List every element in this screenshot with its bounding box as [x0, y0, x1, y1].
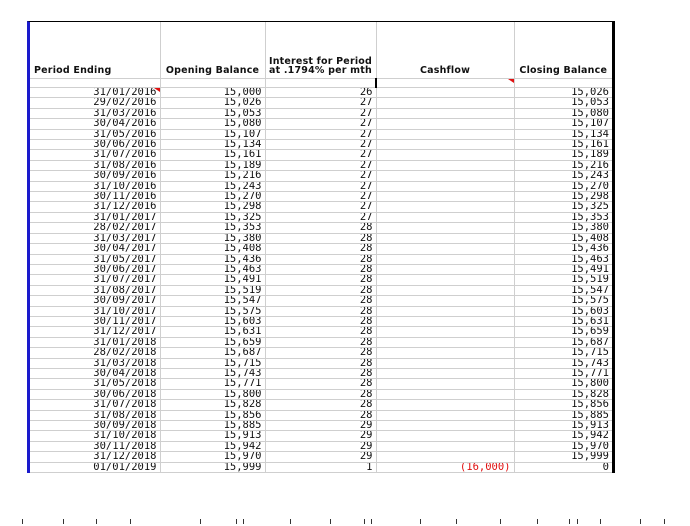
- date-cell[interactable]: 31/12/2018: [30, 452, 160, 462]
- opening-balance-cell[interactable]: 15,380: [160, 233, 265, 243]
- interest-cell[interactable]: 1: [265, 462, 376, 472]
- opening-balance-cell[interactable]: 15,856: [160, 410, 265, 420]
- cashflow-cell[interactable]: [376, 316, 514, 326]
- table-row: [30, 129, 612, 139]
- cashflow-cell[interactable]: [376, 431, 514, 441]
- date-cell[interactable]: 30/04/2018: [30, 368, 160, 378]
- date-cell[interactable]: 30/09/2017: [30, 296, 160, 306]
- closing-balance-cell[interactable]: 15,743: [514, 358, 612, 368]
- opening-balance-cell[interactable]: 15,970: [160, 452, 265, 462]
- table-row: [30, 327, 612, 337]
- glyph-fragment: [640, 519, 641, 524]
- opening-balance-cell[interactable]: 15,270: [160, 192, 265, 202]
- opening-balance-cell[interactable]: 15,687: [160, 348, 265, 358]
- closing-balance-cell[interactable]: 15,856: [514, 400, 612, 410]
- cashflow-cell[interactable]: [376, 400, 514, 410]
- interest-cell[interactable]: 28: [265, 275, 376, 285]
- table-row: [30, 150, 612, 160]
- cashflow-cell[interactable]: [376, 192, 514, 202]
- closing-balance-cell[interactable]: 0: [514, 462, 612, 472]
- closing-balance-cell[interactable]: 15,380: [514, 223, 612, 233]
- table-row: [30, 223, 612, 233]
- interest-cell[interactable]: 28: [265, 223, 376, 233]
- table-row: [30, 452, 612, 462]
- table-row: [30, 160, 612, 170]
- date-cell[interactable]: 31/10/2018: [30, 431, 160, 441]
- opening-balance-cell[interactable]: 15,298: [160, 202, 265, 212]
- glyph-fragment: [236, 519, 237, 524]
- closing-balance-cell[interactable]: 15,053: [514, 98, 612, 108]
- glyph-fragment: [569, 519, 570, 524]
- interest-cell[interactable]: 29: [265, 431, 376, 441]
- opening-balance-cell[interactable]: 15,828: [160, 400, 265, 410]
- cashflow-cell[interactable]: [376, 306, 514, 316]
- date-cell[interactable]: 31/01/2016: [30, 88, 160, 98]
- table-row: [30, 431, 612, 441]
- date-cell[interactable]: 31/12/2017: [30, 327, 160, 337]
- cashflow-cell[interactable]: [376, 233, 514, 243]
- interest-cell[interactable]: 28: [265, 254, 376, 264]
- table-row: [30, 379, 612, 389]
- interest-cell[interactable]: 28: [265, 296, 376, 306]
- closing-balance-cell[interactable]: 15,216: [514, 160, 612, 170]
- date-cell[interactable]: 31/07/2017: [30, 275, 160, 285]
- opening-balance-cell[interactable]: 15,216: [160, 171, 265, 181]
- closing-balance-cell[interactable]: 15,080: [514, 108, 612, 118]
- header-period-ending[interactable]: Period Ending: [30, 22, 160, 79]
- closing-balance-cell[interactable]: 15,715: [514, 348, 612, 358]
- date-cell[interactable]: 30/09/2018: [30, 421, 160, 431]
- table-row: [30, 192, 612, 202]
- glyph-fragment: [500, 519, 501, 524]
- date-cell[interactable]: 30/06/2018: [30, 389, 160, 399]
- date-cell[interactable]: 31/07/2016: [30, 150, 160, 160]
- closing-balance-cell[interactable]: 15,970: [514, 441, 612, 451]
- opening-balance-cell[interactable]: 15,353: [160, 223, 265, 233]
- closing-balance-cell[interactable]: 15,603: [514, 306, 612, 316]
- interest-cell[interactable]: 27: [265, 150, 376, 160]
- table-row: [30, 212, 612, 222]
- opening-balance-cell[interactable]: 15,519: [160, 285, 265, 295]
- header-cashflow[interactable]: Cashflow: [376, 22, 514, 79]
- table-row: [30, 202, 612, 212]
- cashflow-cell[interactable]: [376, 254, 514, 264]
- interest-cell[interactable]: 28: [265, 400, 376, 410]
- date-cell[interactable]: 28/02/2017: [30, 223, 160, 233]
- interest-cell[interactable]: 27: [265, 160, 376, 170]
- interest-cell[interactable]: 27: [265, 140, 376, 150]
- cashflow-cell[interactable]: [376, 150, 514, 160]
- closing-balance-cell[interactable]: 15,134: [514, 129, 612, 139]
- interest-cell[interactable]: 28: [265, 379, 376, 389]
- date-cell[interactable]: 31/03/2017: [30, 233, 160, 243]
- header-row: [30, 22, 612, 79]
- opening-balance-cell[interactable]: 15,999: [160, 462, 265, 472]
- glyph-fragment: [22, 519, 23, 524]
- date-cell[interactable]: 30/04/2017: [30, 244, 160, 254]
- interest-cell[interactable]: 26: [265, 88, 376, 98]
- interest-cell[interactable]: 28: [265, 244, 376, 254]
- glyph-fragment: [96, 519, 97, 524]
- opening-balance-cell[interactable]: 15,325: [160, 212, 265, 222]
- opening-balance-cell[interactable]: 15,743: [160, 368, 265, 378]
- closing-balance-cell[interactable]: 15,942: [514, 431, 612, 441]
- table-row: [30, 275, 612, 285]
- date-cell[interactable]: 31/08/2017: [30, 285, 160, 295]
- interest-cell[interactable]: 28: [265, 410, 376, 420]
- opening-balance-cell[interactable]: 15,243: [160, 181, 265, 191]
- closing-balance-cell[interactable]: 15,026: [514, 88, 612, 98]
- opening-balance-cell[interactable]: 15,547: [160, 296, 265, 306]
- cashflow-cell[interactable]: [376, 327, 514, 337]
- date-cell[interactable]: 31/08/2016: [30, 160, 160, 170]
- table-row: [30, 296, 612, 306]
- cashflow-cell[interactable]: [376, 389, 514, 399]
- date-cell[interactable]: 01/01/2019: [30, 462, 160, 472]
- date-cell[interactable]: 29/02/2016: [30, 98, 160, 108]
- date-cell[interactable]: 31/10/2017: [30, 306, 160, 316]
- date-cell[interactable]: 30/06/2017: [30, 264, 160, 274]
- closing-balance-cell[interactable]: 15,659: [514, 327, 612, 337]
- closing-balance-cell[interactable]: 15,161: [514, 140, 612, 150]
- interest-cell[interactable]: 28: [265, 337, 376, 347]
- interest-cell[interactable]: 28: [265, 233, 376, 243]
- cashflow-cell[interactable]: [376, 160, 514, 170]
- blank-cell[interactable]: [514, 79, 612, 88]
- opening-balance-cell[interactable]: 15,080: [160, 119, 265, 129]
- table-row: [30, 254, 612, 264]
- opening-balance-cell[interactable]: 15,913: [160, 431, 265, 441]
- cashflow-cell[interactable]: [376, 358, 514, 368]
- table-row: [30, 462, 612, 472]
- opening-balance-cell[interactable]: 15,800: [160, 389, 265, 399]
- table-row: [30, 421, 612, 431]
- interest-cell[interactable]: 27: [265, 192, 376, 202]
- date-cell[interactable]: 31/08/2018: [30, 410, 160, 420]
- closing-balance-cell[interactable]: 15,408: [514, 233, 612, 243]
- interest-cell[interactable]: 28: [265, 348, 376, 358]
- cashflow-cell[interactable]: [376, 244, 514, 254]
- table-row: [30, 140, 612, 150]
- date-cell[interactable]: 31/07/2018: [30, 400, 160, 410]
- table-row: [30, 337, 612, 347]
- cashflow-cell[interactable]: [376, 98, 514, 108]
- table-row: [30, 410, 612, 420]
- table-row: [30, 171, 612, 181]
- interest-cell[interactable]: 28: [265, 358, 376, 368]
- table-row: [30, 316, 612, 326]
- table-row: [30, 306, 612, 316]
- table-row: [30, 348, 612, 358]
- glyph-fragment: [420, 519, 421, 524]
- cashflow-cell[interactable]: [376, 88, 514, 98]
- date-cell[interactable]: 30/11/2016: [30, 192, 160, 202]
- interest-cell[interactable]: 28: [265, 368, 376, 378]
- glyph-fragment: [290, 519, 291, 524]
- opening-balance-cell[interactable]: 15,885: [160, 421, 265, 431]
- closing-balance-cell[interactable]: 15,353: [514, 212, 612, 222]
- closing-balance-cell[interactable]: 15,800: [514, 379, 612, 389]
- cashflow-cell[interactable]: [376, 181, 514, 191]
- glyph-fragment: [600, 519, 601, 524]
- opening-balance-cell[interactable]: 15,631: [160, 327, 265, 337]
- opening-balance-cell[interactable]: 15,000: [160, 88, 265, 98]
- closing-balance-cell[interactable]: 15,913: [514, 421, 612, 431]
- closing-balance-cell[interactable]: 15,463: [514, 254, 612, 264]
- interest-cell[interactable]: 27: [265, 129, 376, 139]
- cashflow-cell[interactable]: [376, 223, 514, 233]
- glyph-fragment: [371, 519, 372, 524]
- cashflow-cell[interactable]: [376, 452, 514, 462]
- opening-balance-cell[interactable]: 15,134: [160, 140, 265, 150]
- interest-cell[interactable]: 29: [265, 452, 376, 462]
- date-cell[interactable]: 28/02/2018: [30, 348, 160, 358]
- cashflow-cell[interactable]: [376, 296, 514, 306]
- closing-balance-cell[interactable]: 15,325: [514, 202, 612, 212]
- interest-cell[interactable]: 28: [265, 264, 376, 274]
- closing-balance-cell[interactable]: 15,270: [514, 181, 612, 191]
- date-cell[interactable]: 31/05/2016: [30, 129, 160, 139]
- opening-balance-cell[interactable]: 15,107: [160, 129, 265, 139]
- cashflow-cell[interactable]: [376, 212, 514, 222]
- cashflow-cell[interactable]: [376, 171, 514, 181]
- date-cell[interactable]: 31/05/2018: [30, 379, 160, 389]
- cashflow-cell[interactable]: [376, 275, 514, 285]
- cut-off-text-line: [0, 519, 690, 526]
- cashflow-cell[interactable]: [376, 421, 514, 431]
- closing-balance-cell[interactable]: 15,519: [514, 275, 612, 285]
- glyph-fragment: [330, 519, 331, 524]
- date-cell[interactable]: 31/03/2018: [30, 358, 160, 368]
- glyph-fragment: [200, 519, 201, 524]
- cashflow-cell[interactable]: [376, 202, 514, 212]
- date-cell[interactable]: 31/01/2018: [30, 337, 160, 347]
- table-row: [30, 181, 612, 191]
- interest-cell[interactable]: 28: [265, 306, 376, 316]
- date-cell[interactable]: 30/11/2017: [30, 316, 160, 326]
- interest-cell[interactable]: 28: [265, 285, 376, 295]
- glyph-fragment: [537, 519, 538, 524]
- closing-balance-cell[interactable]: 15,999: [514, 452, 612, 462]
- closing-balance-cell[interactable]: 15,107: [514, 119, 612, 129]
- table-row: [30, 400, 612, 410]
- closing-balance-cell[interactable]: 15,491: [514, 264, 612, 274]
- cashflow-cell[interactable]: [376, 379, 514, 389]
- opening-balance-cell[interactable]: 15,189: [160, 160, 265, 170]
- opening-balance-cell[interactable]: 15,942: [160, 441, 265, 451]
- opening-balance-cell[interactable]: 15,436: [160, 254, 265, 264]
- interest-cell[interactable]: 28: [265, 316, 376, 326]
- header-closing-balance[interactable]: Closing Balance: [514, 22, 612, 79]
- table-row: [30, 119, 612, 129]
- cashflow-cell[interactable]: [376, 129, 514, 139]
- glyph-fragment: [130, 519, 131, 524]
- opening-balance-cell[interactable]: 15,603: [160, 316, 265, 326]
- cashflow-cell[interactable]: [376, 140, 514, 150]
- glyph-fragment: [243, 519, 244, 524]
- closing-balance-cell[interactable]: 15,547: [514, 285, 612, 295]
- opening-balance-cell[interactable]: 15,715: [160, 358, 265, 368]
- date-cell[interactable]: 30/04/2016: [30, 119, 160, 129]
- blank-row: [30, 79, 612, 88]
- interest-cell[interactable]: 27: [265, 212, 376, 222]
- opening-balance-cell[interactable]: 15,026: [160, 98, 265, 108]
- date-cell[interactable]: 31/10/2016: [30, 181, 160, 191]
- date-cell[interactable]: 30/11/2018: [30, 441, 160, 451]
- header-interest[interactable]: Interest for Period at .1794% per mth: [265, 22, 376, 79]
- interest-cell[interactable]: 27: [265, 108, 376, 118]
- cashflow-cell[interactable]: [376, 410, 514, 420]
- interest-cell[interactable]: 28: [265, 327, 376, 337]
- interest-cell[interactable]: 29: [265, 441, 376, 451]
- table-row: [30, 244, 612, 254]
- closing-balance-cell[interactable]: 15,243: [514, 171, 612, 181]
- glyph-fragment: [456, 519, 457, 524]
- closing-balance-cell[interactable]: 15,298: [514, 192, 612, 202]
- date-cell[interactable]: 31/01/2017: [30, 212, 160, 222]
- cashflow-cell[interactable]: [376, 441, 514, 451]
- glyph-fragment: [364, 519, 365, 524]
- date-cell[interactable]: 30/09/2016: [30, 171, 160, 181]
- opening-balance-cell[interactable]: 15,491: [160, 275, 265, 285]
- cashflow-cell[interactable]: [376, 119, 514, 129]
- blank-cell[interactable]: [160, 79, 265, 88]
- header-opening-balance[interactable]: Opening Balance: [160, 22, 265, 79]
- table-row: [30, 98, 612, 108]
- cashflow-cell[interactable]: [376, 368, 514, 378]
- table-row: [30, 389, 612, 399]
- opening-balance-cell[interactable]: 15,771: [160, 379, 265, 389]
- cashflow-cell[interactable]: [376, 285, 514, 295]
- cashflow-cell[interactable]: [376, 337, 514, 347]
- closing-balance-cell[interactable]: 15,436: [514, 244, 612, 254]
- table-row: [30, 88, 612, 98]
- closing-balance-cell[interactable]: 15,631: [514, 316, 612, 326]
- glyph-fragment: [664, 519, 665, 524]
- table-row: [30, 358, 612, 368]
- closing-balance-cell[interactable]: 15,885: [514, 410, 612, 420]
- opening-balance-cell[interactable]: 15,053: [160, 108, 265, 118]
- closing-balance-cell[interactable]: 15,771: [514, 368, 612, 378]
- closing-balance-cell[interactable]: 15,189: [514, 150, 612, 160]
- cashflow-cell[interactable]: (16,000): [376, 462, 514, 472]
- table-row: [30, 108, 612, 118]
- interest-cell[interactable]: 29: [265, 421, 376, 431]
- cashflow-cell[interactable]: [376, 108, 514, 118]
- cashflow-cell[interactable]: [376, 348, 514, 358]
- closing-balance-cell[interactable]: 15,687: [514, 337, 612, 347]
- date-cell[interactable]: 31/05/2017: [30, 254, 160, 264]
- date-cell[interactable]: 31/12/2016: [30, 202, 160, 212]
- closing-balance-cell[interactable]: 15,828: [514, 389, 612, 399]
- table-row: [30, 233, 612, 243]
- interest-cell[interactable]: 27: [265, 98, 376, 108]
- glyph-fragment: [577, 519, 578, 524]
- interest-cell[interactable]: 27: [265, 171, 376, 181]
- opening-balance-cell[interactable]: 15,463: [160, 264, 265, 274]
- interest-cell[interactable]: 27: [265, 181, 376, 191]
- closing-balance-cell[interactable]: 15,575: [514, 296, 612, 306]
- opening-balance-cell[interactable]: 15,161: [160, 150, 265, 160]
- interest-cell[interactable]: 27: [265, 119, 376, 129]
- cashflow-cell[interactable]: [376, 264, 514, 274]
- opening-balance-cell[interactable]: 15,408: [160, 244, 265, 254]
- opening-balance-cell[interactable]: 15,659: [160, 337, 265, 347]
- opening-balance-cell[interactable]: 15,575: [160, 306, 265, 316]
- glyph-fragment: [63, 519, 64, 524]
- interest-cell[interactable]: 28: [265, 389, 376, 399]
- interest-cell[interactable]: 27: [265, 202, 376, 212]
- blank-cell[interactable]: [265, 79, 376, 88]
- table-row: [30, 441, 612, 451]
- table-row: [30, 285, 612, 295]
- table-row: [30, 264, 612, 274]
- blank-cell[interactable]: [30, 79, 160, 88]
- table-row: [30, 368, 612, 378]
- blank-cell-with-comment[interactable]: [376, 79, 514, 88]
- date-cell[interactable]: 30/06/2016: [30, 140, 160, 150]
- spreadsheet-table: [27, 21, 615, 473]
- date-cell[interactable]: 31/03/2016: [30, 108, 160, 118]
